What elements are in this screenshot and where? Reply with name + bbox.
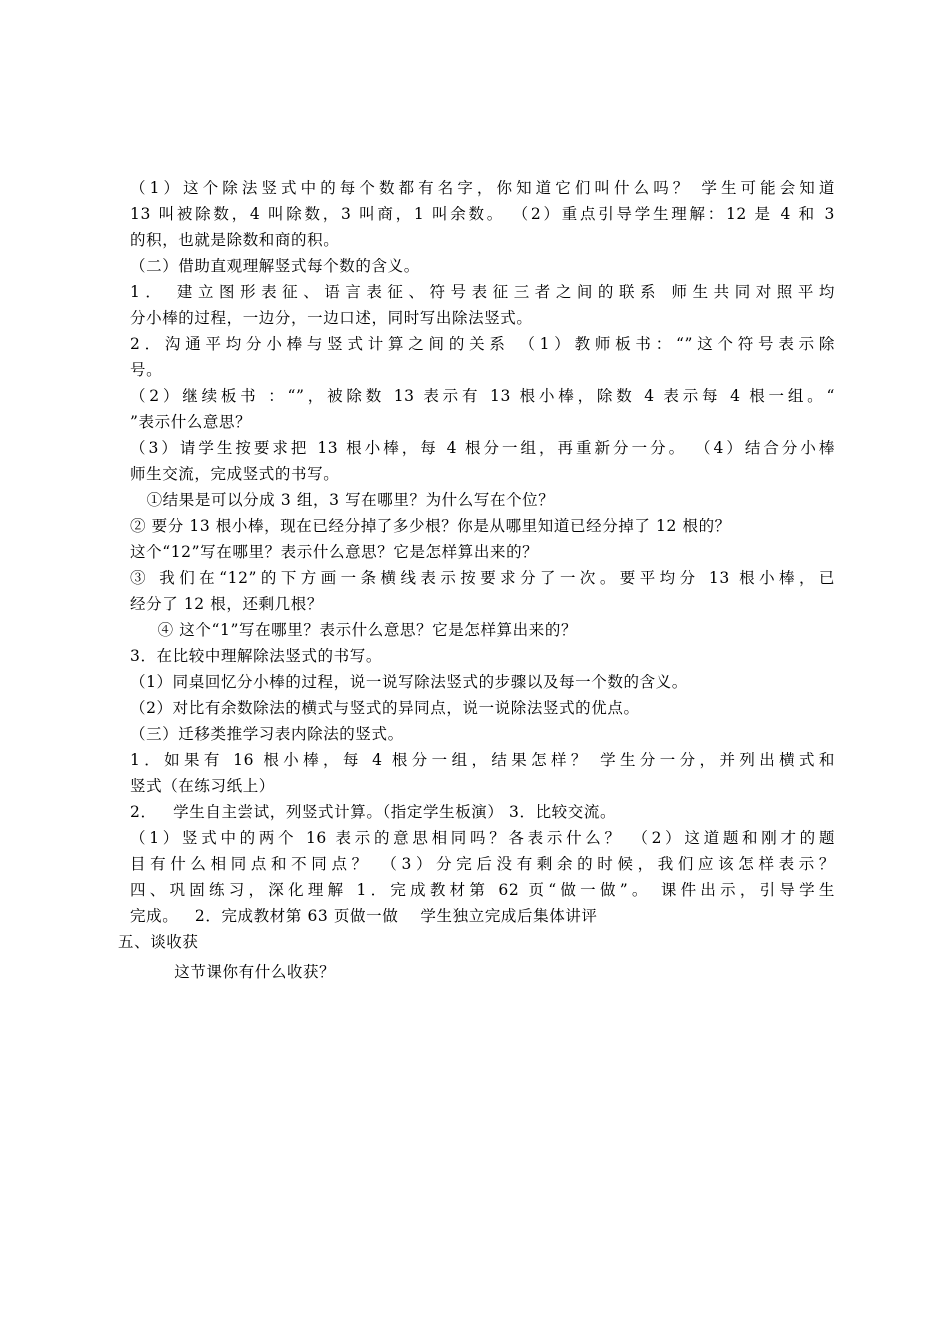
section-heading: （三）迁移类推学习表内除法的竖式。 xyxy=(130,725,404,743)
text-line: 1．如果有 16 根小棒，每 4 根分一组，结果怎样？ 学生分一分，并列出横式和 xyxy=(130,751,835,769)
document-body xyxy=(118,175,835,985)
text-line: 13 叫被除数，4 叫除数，3 叫商，1 叫余数。 （2）重点引导学生理解：12 是 4 和 3 xyxy=(130,205,835,223)
text-line: 经分了 12 根，还剩几根？ xyxy=(130,595,323,613)
section-heading: 四、巩固练习，深化理解 1．完成教材第 62 页“做一做”。 课件出示，引导学生 xyxy=(130,881,835,899)
text-line: 分小棒的过程，一边分，一边口述，同时写出除法竖式。 xyxy=(130,309,533,327)
text-line: 目有什么相同点和不同点？ （3）分完后没有剩余的时候，我们应该怎样表示？ xyxy=(130,855,835,873)
text-line: （1）同桌回忆分小棒的过程，说一说写除法竖式的步骤以及每一个数的含义。 xyxy=(130,673,688,691)
text-line: 的积，也就是除数和商的积。 xyxy=(130,231,340,249)
text-line: ② 要分 13 根小棒，现在已经分掉了多少根？你是从哪里知道已经分掉了 12 根的？ xyxy=(130,517,731,535)
text-line: （3）请学生按要求把 13 根小棒，每 4 根分一组，再重新分一分。 （4）结合分小棒 xyxy=(130,439,835,457)
text-line: ④ 这个“1”写在哪里？表示什么意思？它是怎样算出来的？ xyxy=(130,621,578,639)
text-line: 2．沟通平均分小棒与竖式计算之间的关系 （1）教师板书：“”这个符号表示除 xyxy=(130,335,835,353)
text-line: （1）这个除法竖式中的每个数都有名字，你知道它们叫什么吗？ 学生可能会知道 xyxy=(130,179,835,197)
text-line: 这个“12”写在哪里？表示什么意思？它是怎样算出来的？ xyxy=(130,543,539,561)
text-line: 完成。 2．完成教材第 63 页做一做 学生独立完成后集体讲评 xyxy=(130,907,598,925)
text-line: ①结果是可以分成 3 组，3 写在哪里？为什么写在个位？ xyxy=(130,491,555,509)
text-line: （2）对比有余数除法的横式与竖式的异同点，说一说除法竖式的优点。 xyxy=(130,699,640,717)
text-line: 竖式（在练习纸上） xyxy=(130,777,275,795)
text-line: ”表示什么意思？ xyxy=(130,413,252,431)
section-heading: （二）借助直观理解竖式每个数的含义。 xyxy=(130,257,420,275)
text-line: 这节课你有什么收获？ xyxy=(130,963,336,981)
text-line: 3．在比较中理解除法竖式的书写。 xyxy=(130,647,382,665)
text-line: 2． 学生自主尝试，列竖式计算。（指定学生板演） 3．比较交流。 xyxy=(130,803,617,821)
text-line: （2）继续板书 ：“”，被除数 13 表示有 13 根小棒，除数 4 表示每 4 根一组。“ xyxy=(130,387,835,405)
text-line: 1． 建立图形表征、语言表征、符号表征三者之间的联系 师生共同对照平均 xyxy=(130,283,835,301)
text-line: （1）竖式中的两个 16 表示的意思相同吗？各表示什么？ （2）这道题和刚才的题 xyxy=(130,829,835,847)
text-line: ③ 我们在“12”的下方画一条横线表示按要求分了一次。要平均分 13 根小棒，已 xyxy=(130,569,835,587)
text-line: 号。 xyxy=(130,361,163,379)
section-heading: 五、谈收获 xyxy=(118,933,199,951)
text-line: 师生交流，完成竖式的书写。 xyxy=(130,465,340,483)
